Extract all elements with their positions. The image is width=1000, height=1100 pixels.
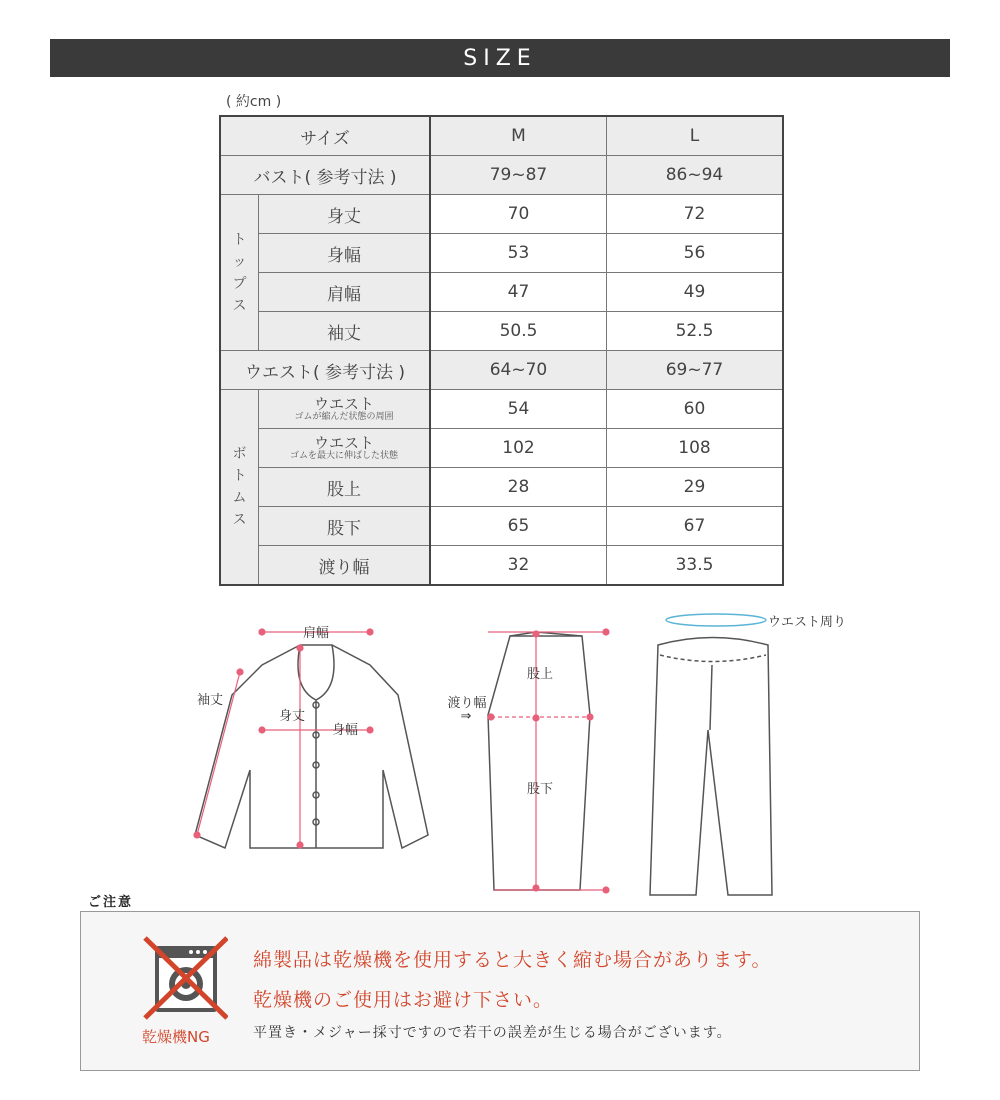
tops-l: 52.5 [607, 312, 784, 351]
waist-l: 69~77 [607, 351, 784, 390]
tops-label: 身幅 [259, 234, 431, 273]
bottoms-label: 股上 [259, 468, 431, 507]
label-rise: 股上 [526, 667, 554, 682]
bust-m: 79~87 [430, 156, 607, 195]
label-thigh: 渡り幅 [447, 696, 487, 711]
notice-heading: ご注意 [88, 895, 134, 910]
bottoms-label: 渡り幅 [259, 546, 431, 586]
tops-row [220, 195, 783, 234]
bottoms-l: 67 [607, 507, 784, 546]
tops-m: 47 [430, 273, 607, 312]
bottoms-l: 29 [607, 468, 784, 507]
tops-label: 身丈 [259, 195, 431, 234]
label-sleeve: 袖丈 [196, 693, 224, 708]
tops-side-label: ト ッ プ ス [220, 195, 259, 351]
dryer-ng-icon [143, 936, 228, 1021]
unit-label: ( 約cm ) [226, 94, 282, 110]
tops-l: 56 [607, 234, 784, 273]
header-size-label: サイズ [220, 116, 430, 156]
size-table [219, 115, 784, 586]
bottoms-m: 54 [430, 390, 607, 429]
bottoms-side-label: ボ ト ム ス [220, 390, 259, 586]
tops-row [220, 273, 783, 312]
tops-row [220, 234, 783, 273]
tops-m: 70 [430, 195, 607, 234]
warning-line-1: 綿製品は乾燥機を使用すると大きく縮む場合があります。 [253, 949, 772, 971]
tops-l: 49 [607, 273, 784, 312]
label-waist-around: ウエスト周り [768, 615, 847, 630]
bottoms-row [220, 468, 783, 507]
bottoms-l: 108 [607, 429, 784, 468]
bust-l: 86~94 [607, 156, 784, 195]
measurement-diagram [0, 600, 1000, 900]
tops-m: 53 [430, 234, 607, 273]
bottoms-label: ウエスト ゴムを最大に伸ばした状態 [259, 429, 431, 468]
bust-label: バスト( 参考寸法 ) [220, 156, 430, 195]
tops-label: 袖丈 [259, 312, 431, 351]
bottoms-row [220, 390, 783, 429]
bust-row [220, 156, 783, 195]
shirt-illustration [195, 645, 428, 848]
label-inseam: 股下 [526, 782, 554, 797]
waist-label: ウエスト( 参考寸法 ) [220, 351, 430, 390]
bottoms-label: ウエスト ゴムが縮んだ状態の周囲 [259, 390, 431, 429]
arrow-right-icon: ⇒ [460, 709, 472, 724]
bottoms-l: 33.5 [607, 546, 784, 586]
size-banner: SIZE [50, 39, 950, 77]
header-row [220, 116, 783, 156]
label-width: 身幅 [331, 723, 359, 738]
warning-line-2: 乾燥機のご使用はお避け下さい。 [253, 989, 554, 1011]
bottoms-row [220, 546, 783, 586]
bottoms-m: 28 [430, 468, 607, 507]
label-length: 身丈 [278, 709, 306, 724]
waist-row [220, 351, 783, 390]
tops-label: 肩幅 [259, 273, 431, 312]
header-m: M [430, 116, 607, 156]
tops-row [220, 312, 783, 351]
header-l: L [607, 116, 784, 156]
tops-l: 72 [607, 195, 784, 234]
waist-around-icon [666, 614, 766, 626]
waist-m: 64~70 [430, 351, 607, 390]
dryer-ng-label: 乾燥機NG [142, 1028, 210, 1046]
bottoms-row [220, 507, 783, 546]
bottoms-m: 32 [430, 546, 607, 586]
bottoms-m: 102 [430, 429, 607, 468]
measurement-note: 平置き・メジャー採寸ですので若干の誤差が生じる場合がございます。 [253, 1025, 732, 1041]
label-shoulder: 肩幅 [302, 626, 330, 641]
pants-full-illustration [650, 638, 772, 896]
tops-m: 50.5 [430, 312, 607, 351]
bottoms-row [220, 429, 783, 468]
bottoms-label: 股下 [259, 507, 431, 546]
bottoms-m: 65 [430, 507, 607, 546]
bottoms-l: 60 [607, 390, 784, 429]
